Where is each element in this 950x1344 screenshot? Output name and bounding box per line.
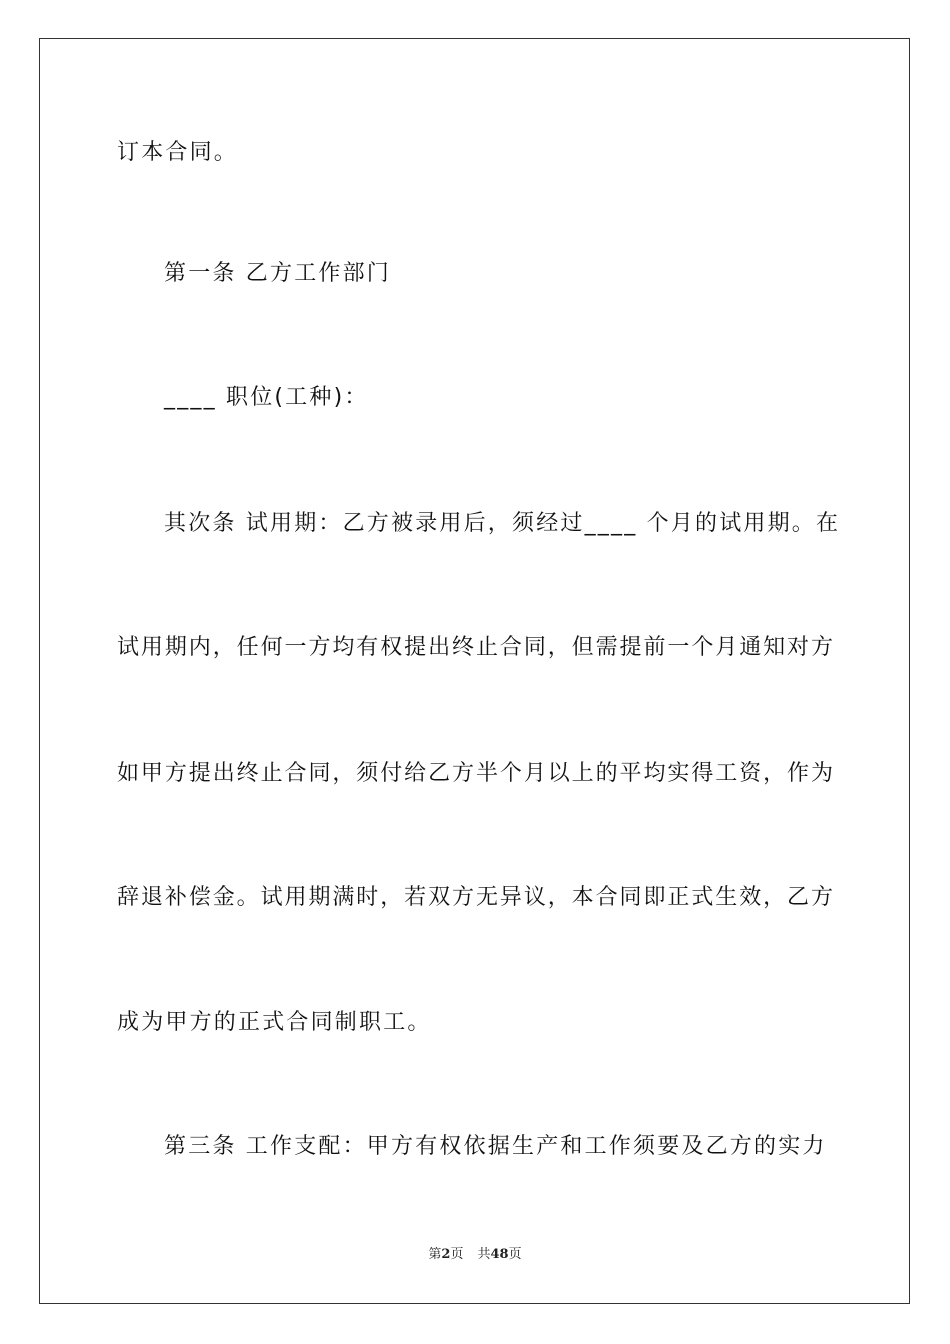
page-suffix: 页 [450,1247,464,1262]
page-border [39,38,910,1304]
article-3-line-1: 第三条 工作支配：甲方有权依据生产和工作须要及乙方的实力 [164,1134,827,1159]
total-prefix: 共 [477,1247,491,1262]
page-footer [0,1246,950,1264]
article-2-line-5: 成为甲方的正式合同制职工。 [117,1010,432,1035]
article-2-line-1: 其次条 试用期：乙方被录用后，须经过____ 个月的试用期。在 [164,511,841,536]
page-number: 2 [441,1247,451,1262]
position-line: ____ 职位(工种)： [164,385,369,410]
article-2-line-3: 如甲方提出终止合同，须付给乙方半个月以上的平均实得工资，作为 [117,761,833,786]
article-2-line-2: 试用期内，任何一方均有权提出终止合同，但需提前一个月通知对方 [117,635,833,660]
article-2-line-4: 辞退补偿金。试用期满时，若双方无异议，本合同即正式生效，乙方 [117,885,833,910]
total-pages: 48 [490,1247,509,1262]
page-prefix: 第 [428,1247,442,1262]
article-1-heading: 第一条 乙方工作部门 [164,261,391,286]
total-suffix: 页 [508,1247,522,1262]
text-line-1: 订本合同。 [117,140,239,165]
